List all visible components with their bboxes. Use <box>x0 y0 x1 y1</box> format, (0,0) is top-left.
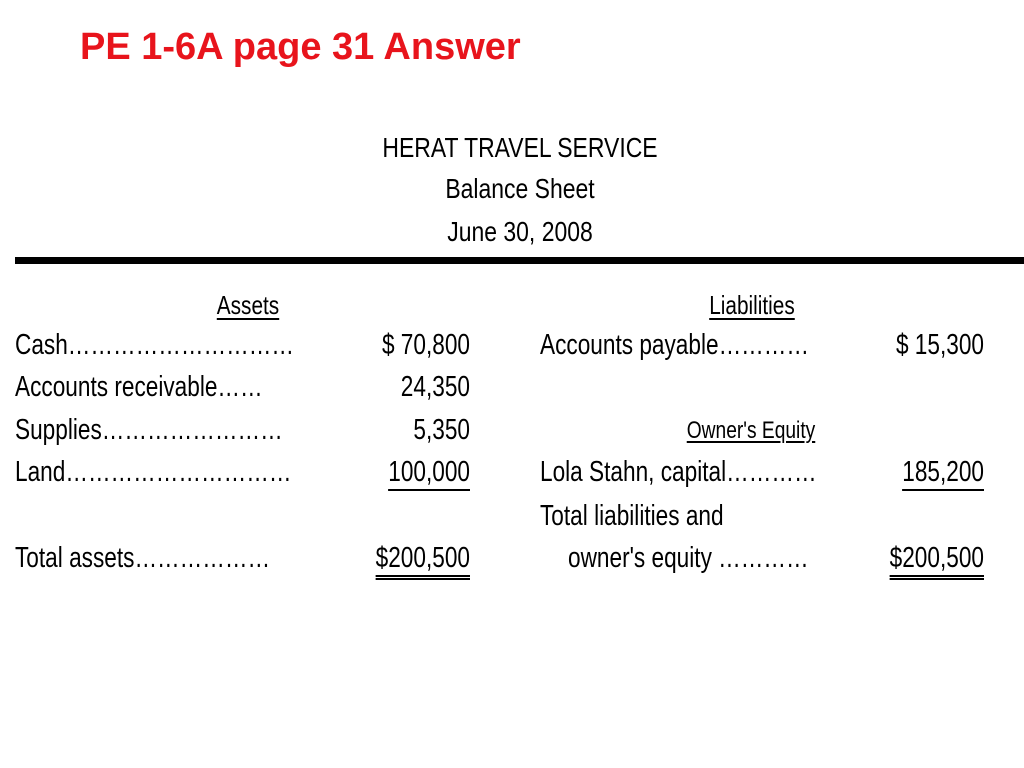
total-assets-amount <box>314 544 470 573</box>
underlined-amount: 185,200 <box>902 456 984 491</box>
asset-amount: 5,350 <box>413 414 470 446</box>
double-underlined-amount: $200,500 <box>376 542 470 580</box>
asset-label: Cash………………………… <box>15 329 295 361</box>
asset-label: Land………………………… <box>15 456 292 488</box>
capital-label: Lola Stahn, capital………… <box>540 456 817 488</box>
total-liabilities-label-line2: owner's equity ………… <box>568 542 809 574</box>
total-assets-label: Total assets……………… <box>15 542 271 574</box>
liabilities-heading: Liabilities <box>709 290 795 320</box>
asset-amount: 24,350 <box>400 371 470 403</box>
company-name: HERAT TRAVEL SERVICE <box>382 132 658 163</box>
total-liabilities-equity-amount <box>828 544 984 573</box>
capital-amount <box>828 458 984 487</box>
double-underlined-amount: $200,500 <box>890 542 984 580</box>
header-divider <box>15 257 1024 264</box>
asset-amount <box>314 458 470 487</box>
liability-label: Accounts payable………… <box>540 329 810 361</box>
slide-title: PE 1-6A page 31 Answer <box>80 26 521 68</box>
owners-equity-heading: Owner's Equity <box>686 417 816 444</box>
asset-label: Accounts receivable…… <box>15 371 263 403</box>
asset-label: Supplies…………………… <box>15 414 283 446</box>
asset-amount: $ 70,800 <box>381 329 470 361</box>
total-liabilities-label-line1: Total liabilities and <box>540 500 724 532</box>
liability-amount: $ 15,300 <box>895 329 984 361</box>
underlined-amount: 100,000 <box>388 456 470 491</box>
statement-name: Balance Sheet <box>445 173 595 204</box>
statement-date: June 30, 2008 <box>447 216 593 247</box>
assets-heading: Assets <box>216 290 280 320</box>
